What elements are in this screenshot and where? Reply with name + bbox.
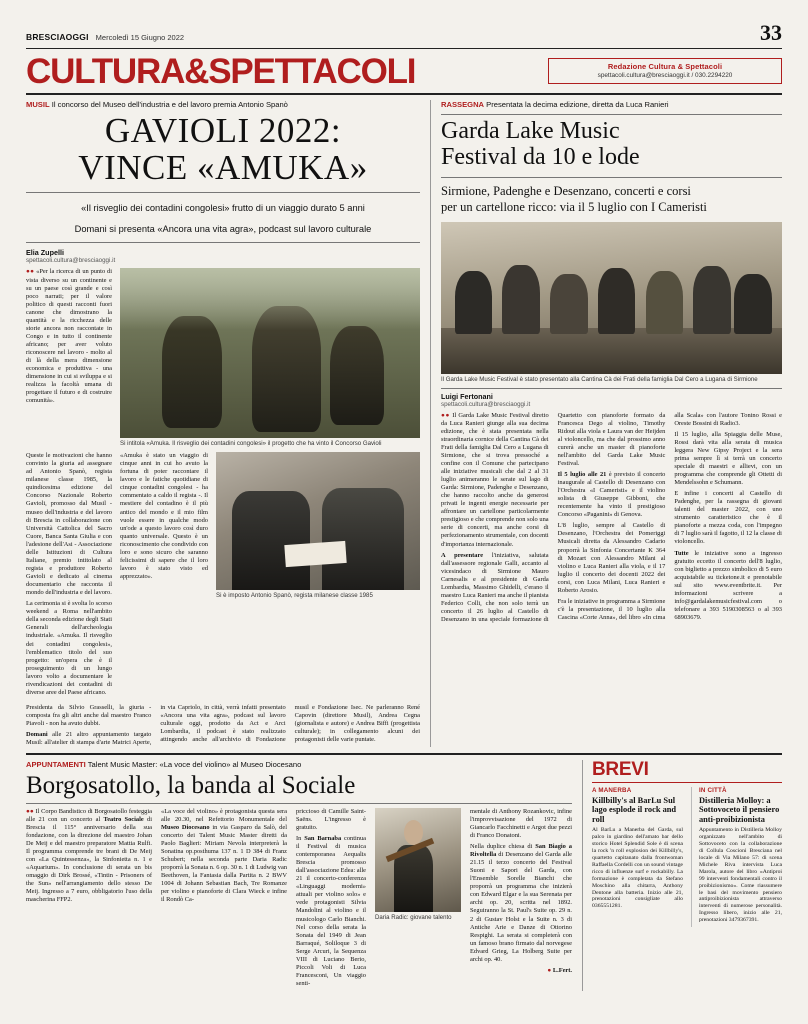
section-divider — [26, 93, 782, 95]
brevi-columns — [592, 787, 782, 927]
second-kicker-tag: RASSEGNA — [441, 100, 485, 110]
third-kicker-tag: APPUNTAMENTI — [26, 760, 86, 770]
lead-paragraph: «Amuka è stato un viaggio di cinque anni in cui ho avuto la fortuna di poter raccontare il lavoro e le fatiche quotidiane di cinque contadini congolesi - ha commentato a caldo il regista -. Il mestiere del contadino è il più antico del mondo e il mio film vuole essere in qualche modo un'ode a questo lavoro così duro quanto universale. Questo è un riconoscimento che condivido con loro e sono sicuro che saranno felicissimi di sapere che il loro lavoro è stato visto ed apprezzato». — [120, 452, 208, 580]
third-paragraph: In San Barnaba continua il Festival di musica contemporanea Aequalis Brescia promosso dall'associazione Edea: alle 21 il concerto-conferenza «Linguaggi moderni» attuali per violino solo» e vede protagonisti Silvia Mandolini al violino e il musicologo Carlo Bianchi. Nel corso della serata la Sonata del 1949 di Jean Barraqué, Soliloque 3 di Serge Arcuri, la Sequenza VIII di Luciano Berio, Piccoli Voli di Luca Francesconi, Un viaggio senti- — [296, 834, 366, 988]
newspaper-brand: BRESCIAOGGI — [26, 32, 89, 42]
lead-photo-caption: Si intitola «Amuka. Il risveglio dei contadini congolesi» il progetto che ha vinto il Concorso Gavioli — [120, 440, 382, 448]
brevi-item — [691, 787, 782, 927]
lead-paragraph: La cerimonia si è svolta lo scorso weekend a Roma nell'ambito della seconda edizione degli Stati Generali dell'archeologia industriale. «Amuka. Il risveglio dei contadini congolesi», l'emblematico titolo del suo progetto: un'opera che è il proseguimento di un lungo lavoro volto a documentare le rivendicazioni dei contadini di diverse aree del Paese africano. — [26, 600, 112, 696]
brevi-text: Al BarLu a Manerba del Garda, sul palco in giardino dell'amato bar dello storico Hotel Splendid Sole è di scena la rock 'n roll explosion dei Killbilly's, quartetto capitanato dalla frontwoman Raffaella Cordelli con un sound vintage ricco di influenze surf e rockabilly. La formazione è completata da Stefano Moschino alla chitarra, Anthony Dentone alla batteria. Inizio alle 21, prenotazioni consigliate allo 0365551281. — [592, 826, 683, 910]
brevi-text: Appuntamento in Distilleria Molloy organizzato nell'ambito di Sottovoceto con la collaborazione di Collula Coscioni Bresciana nel locale di Via Milano 57: di scena Michele Riva intervista Luca Marola, autore del libro «Antiproi 99 interventi fondamentali contro il proibizionismo». Come riassumere le basi del movimento pensiero antiproibizionista attraverso interventi di numerose personalità. Ingresso libero, inizio alle 21, prenotazioni 3479367391. — [698, 826, 782, 924]
third-photo-caption: Daria Radic: giovane talento — [375, 913, 452, 921]
second-photo-caption: Il Garda Lake Music Festival è stato presentato alla Cantina Cà dei Frati della famiglia Dal Cero a Lugana di Sirmione — [441, 375, 758, 383]
second-byline-name: Luigi Fertonani — [441, 391, 493, 401]
brevi-headline: Killbilly's al BarLu Sul lago esplode il rock and roll — [592, 796, 677, 824]
third-photo-violinist — [375, 808, 461, 912]
brevi-label: IN CITTÀ — [698, 787, 727, 795]
third-body-row — [26, 808, 572, 991]
lead-divider-2 — [26, 242, 420, 243]
lead-photo-award — [216, 452, 420, 590]
lead-paragraph: Queste le motivazioni che hanno convinto la giuria ad assegnare ad Antonio Spanò, regista milanese classe 1985, la quindicesima edizione del Concorso Nazionale Roberto Gavioli, promosso dal Musil - museo dell'industria e del lavoro di Brescia in collaborazione con Università Cattolica del Sacro Cuore, Banca Santa Giulia e con l'adesione dell'Asi - Associazione delle Istituzioni di Cultura Italiane, premio intitolato al regista e produttore Roberto Gavioli e dedicato al cinema documentario che racconta il mondo dell'industria e del lavoro. — [26, 452, 112, 597]
lead-kicker-tag: MUSIL — [26, 100, 50, 110]
third-col-1 — [26, 808, 152, 991]
lead-photo-congo — [120, 268, 420, 438]
second-subhead-line1: Sirmione, Padenghe e Desenzano, concerti e corsi — [441, 184, 691, 199]
lead-top-block — [26, 268, 420, 448]
third-paragraph: mentale di Anthony Rozankovic, infine l'improvvisazione del 1972 di Giancarlo Facchinetti e Argot due pezzi di Franco Donatoni. — [470, 807, 572, 839]
lead-photo2-wrap — [216, 452, 420, 700]
second-paragraph: Tutte le iniziative sono a ingresso gratuito eccetto il concerto dell'8 luglio, con biglietto a prezzo simbolico di 5 euro acquistabile su ticketone.it e prenotabile sul sito www.eventbrite.it. Per informazioni scrivere a info@gardalakemusicfestival.com o telefonare a 393 5190308563 o al 393 68903679. — [674, 549, 782, 622]
page-number: 33 — [760, 20, 782, 45]
second-kicker-text: Presentata la decima edizione, diretta da Luca Ranieri — [486, 100, 669, 110]
lead-story — [26, 100, 430, 747]
third-divider — [26, 803, 572, 804]
section-header — [26, 52, 782, 91]
second-divider-1 — [441, 114, 782, 115]
lead-kicker — [26, 100, 420, 109]
third-headline: Borgosatollo, la banda al Sociale — [26, 771, 356, 799]
lead-byline-name: Elia Zupelli — [26, 248, 64, 258]
second-byline-email: spettacoli.cultura@bresciaoggi.it — [441, 400, 531, 408]
second-paragraph: ●● Il Garda Lake Music Festival diretto da Luca Ranieri giunge alla sua decima edizione, che è stata presentata nella straordinaria cornice della Cantina Cà dei Frati della famiglia Dal Cero a Lugana di Sirmione, che si trova pressoché a confine con il Comune che partecipano alle iniziative musicali che dal 2 al 31 luglio animeranno le serate sul lago di Garda: Sirmione, Padenghe e Desenzano, che hanno raccolto anche da generosi privati le ingenti energie necessarie per affrontare un cartellone particolarmente prestigioso e che comprende non solo una serie di concerti, ma anche corsi di perfezionamento strumentale, con docenti d'importanza internazionale. — [441, 411, 549, 548]
lead-byline-row — [26, 248, 420, 264]
second-headline-line2: Festival da 10 e lode — [441, 144, 640, 171]
third-paragraph: «La voce del violino» è protagonista questa sera alle 20.30, nel Refettorio Monumentale del Museo Diocesano in via Gasparo da Salò, del concerto dei Talent Music Master diretti da Paolo Baglieri: Miriam Nevola interpreterà la Sonatina op.posthuma 137 n. 1 D 384 di Franz Schubert; nella seconda parte Daria Radic proporrà la Sonata n. 6 op. 30 n. 1 di Ludwig van Beethoven, la Fantasia dalla Partita n. 2 BWV 1004 di Johann Sebastian Bach, Tre Romanze per violino e pianoforte di Clara Wieck e infine il Rondò Ca- — [161, 807, 288, 904]
third-photo-wrap — [375, 808, 461, 991]
lead-text-column-1 — [26, 268, 112, 448]
second-paragraph: Il 5 luglio alle 21 è previsto il concerto inaugurale al Castello di Desenzano con l'Orchestra «I Cameristi» e il violino solista di Giuseppe Gibboni, che recentemente ha vinto il prestigioso Concorso «Paganini» di Genova. — [557, 470, 666, 519]
editorial-contact-box — [548, 58, 782, 84]
lead-headline-line1: GAVIOLI 2022: — [104, 110, 342, 150]
lead-paragraph: Domani alle 21 altro appuntamento targato Musil: all'atelier di stampa d'arte Matrici Aperte, in via Capriolo, in città, verrà infatti presentato «Ancora una vita agra», podcast sul lavoro culturale oggi, prodotto da Act e Arci Lombardia, il podcast è stato realizzato attingendo anche all'archivio di Fondazione musil e Fondazione Isec. Ne parleranno René Capovin (direttore Musil), Andrea Cegna (giornalista e autore) e Andrea Biffi (progettista culturale); in collegamento alcuni dei protagonisti delle varie puntate. — [26, 703, 420, 747]
third-col-3 — [296, 808, 366, 991]
second-body — [441, 412, 782, 625]
lead-kicker-text: Il concorso del Museo dell'industria e del lavoro premia Antonio Spanò — [51, 100, 288, 110]
second-divider-2 — [441, 177, 782, 178]
second-divider-3 — [441, 388, 782, 389]
second-paragraph: L'8 luglio, sempre al Castello di Desenzano, l'Orchestra dei Pomeriggi Musicali diretta da Alessandro Cadario proporrà la Sinfonia Concertante K 364 di Mozart con Alessandro Milani al violino e Luca Ranieri alla viola, e il 17 luglio il concerto dei docenti 2022 dei corsi, con Luca Milani, Luca Ranieri e Roberto Arosio. — [557, 522, 666, 594]
lead-mid-block — [26, 452, 420, 700]
lead-byline-email: spettacoli.cultura@bresciaoggi.it — [26, 257, 116, 265]
lead-photo-wrap — [120, 268, 420, 448]
lead-text-column-3 — [120, 452, 208, 700]
second-paragraph: Il 15 luglio, alla Spiaggia delle Muse, Rossi darà vita alla serata di musica leggera New Gipsy Project e la sera prima sempre lì si terrà un concerto speciale di maestri e allievi, con un programma che comprende gli Ottetti di Mendelssohn e Schumann. — [674, 430, 782, 487]
third-col-2 — [161, 808, 287, 991]
third-paragraph: Nella duplice chiesa di San Biagio a Rivoltella di Desenzano del Garda alle 21.15 il terzo concerto del Festival Suoni e Sapori del Garda, con l'Ensemble Sorelle Bianchi che proporrà un programma che inizierà con Edward Elgar e la sua Serenata per archi op. 20, scritta nel 1892. Seguiranno la St. Paul's Suite op. 29 n. 2 di Gustav Holst e la Suite n. 3 di Antiche Arie e Danze di Ottorino Respighi. La serata si completerà con un famoso brano firmato dal norvegese Edvard Grieg, La Holberg Suite per archi op. 40. — [470, 842, 572, 963]
third-paragraph: priccioso di Camille Saint-Saëns. L'ingresso è gratuito. — [296, 807, 366, 831]
brevi-section — [582, 760, 782, 991]
lead-standfirst-1: «Il risveglio dei contadini congolesi» frutto di un viaggio durato 5 anni — [81, 202, 365, 213]
second-subhead-line2: per un cartellone ricco: via il 5 luglio con I Cameristi — [441, 199, 707, 214]
brevi-label: A MANERBA — [592, 787, 632, 795]
second-paragraph: E infine i concerti al Castello di Padenghe, per la rassegna di giovani talenti del master 2022, con uno strumento caratteristico che è il pianoforte a mezza coda, con l'impegno di 7 luglio sarà il fagotto, il 12 la classe di violoncello. — [674, 490, 782, 546]
third-col-4 — [470, 808, 572, 991]
brevi-headline: Distilleria Molloy: a Sottovoceto il pensiero anti-proibizionista — [698, 796, 780, 824]
contact-email: spettacoli.cultura@bresciaoggi.it / 030.2294220 — [597, 72, 733, 79]
third-paragraph: ●● Il Corpo Bandistico di Borgosatollo festeggia alle 21 con un concerto al Teatro Sociale di Brescia il 115° anniversario della sua fondazione, con la direzione del maestro Johan De Meij e del maestro preparatore Mattia Rulfi. Il programma comprende tre brani di De Meij con «La Quintessenza», la Sinfonietta n. 1 e «Aquarium». In conclusione di serata un bis omaggio di Dirk Brossé, «Tintin - Prisoners of the Sun» nell'arrangiamento dello stesso De Meij. Ingresso a 7 euro, obbligatorio l'uso della mascherina FFP2. — [26, 807, 152, 904]
contact-title: Redazione Cultura & Spettacoli — [607, 62, 723, 71]
masthead — [26, 22, 782, 49]
second-story — [430, 100, 782, 747]
lead-divider-1 — [26, 192, 420, 193]
second-headline-line1: Garda Lake Music — [441, 117, 620, 144]
main-content — [26, 100, 782, 747]
lead-paragraph: ●● «Per la ricerca di un punto di vista diverso su un continente e su un paese così grande e così poco narrati; per il valore politico di questi racconti fuori canone che dimostrano la quantità e la ricchezza delle storie ancora non raccontate in Congo e in tutto il continente africano; per aver voluto riconoscere nel lavoro - molto al di là della mera dimensione economica e produttiva - una dimensione in cui si sviluppa e si realizza la facoltà umana di progettare il futuro e di costruire comunità». — [26, 268, 112, 405]
section-title: CULTURA&SPETTACOLI — [26, 52, 416, 91]
lead-text-column-2 — [26, 452, 112, 700]
second-kicker — [441, 100, 782, 109]
masthead-left — [26, 32, 184, 42]
lead-body-bottom — [26, 704, 420, 747]
issue-date: Mercoledì 15 Giugno 2022 — [95, 33, 185, 42]
third-signature: ● L.Fert. — [547, 966, 572, 974]
brevi-item — [592, 787, 683, 927]
third-kicker-text: Talent Music Master: «La voce del violino» al Museo Diocesano — [87, 760, 302, 770]
bottom-section — [26, 753, 782, 991]
lead-photo2-caption: Si è imposto Antonio Spanò, regista milanese classe 1985 — [216, 592, 373, 600]
lead-standfirst-2: Domani si presenta «Ancora una vita agra», podcast sul lavoro culturale — [74, 224, 372, 235]
lead-headline-line2: VINCE «AMUKA» — [78, 147, 368, 187]
second-byline — [441, 392, 782, 408]
second-photo-panel — [441, 222, 782, 374]
second-paragraph: Fra le iniziative in programma a Sirmione c'è la presentazione, il 10 luglio alla Cascina «Corte Anna», del libro «In cima alla Scala» con l'autore Tonino Rossi e Oreste Bossini di Radio3. — [557, 411, 782, 622]
brevi-divider — [592, 782, 782, 783]
second-paragraph: A presentare l'iniziativa, salutata dall'assessore regionale Galli, accanto al vicesindaco di Sirmione Mauro Carnesalis e al presidente di Garda Lombardia, Massimo Ghidelli, c'erano il maestro Luca Ranieri ma anche il pianista Federico Colli, che non solo terrà un concerto il 26 luglio al Castello di Desenzano in una speciale formazione di Quartetto con pianoforte formato da Francesca Dego al violino, Timothy Ridout alla viola e Laura van der Heijden al violoncello, ma che dal prossimo anno curerà anche un master di pianoforte nell'ambito del Garda Lake Music Festival. — [441, 411, 666, 624]
third-kicker — [26, 760, 572, 769]
third-story — [26, 760, 582, 991]
lead-paragraph: Presidenta da Silvio Grasselli, la giuria - composta fra gli altri anche dal maestro Franco Piavoli - non ha avuto dubbi. — [26, 703, 152, 728]
brevi-title: BREVI — [592, 759, 649, 781]
